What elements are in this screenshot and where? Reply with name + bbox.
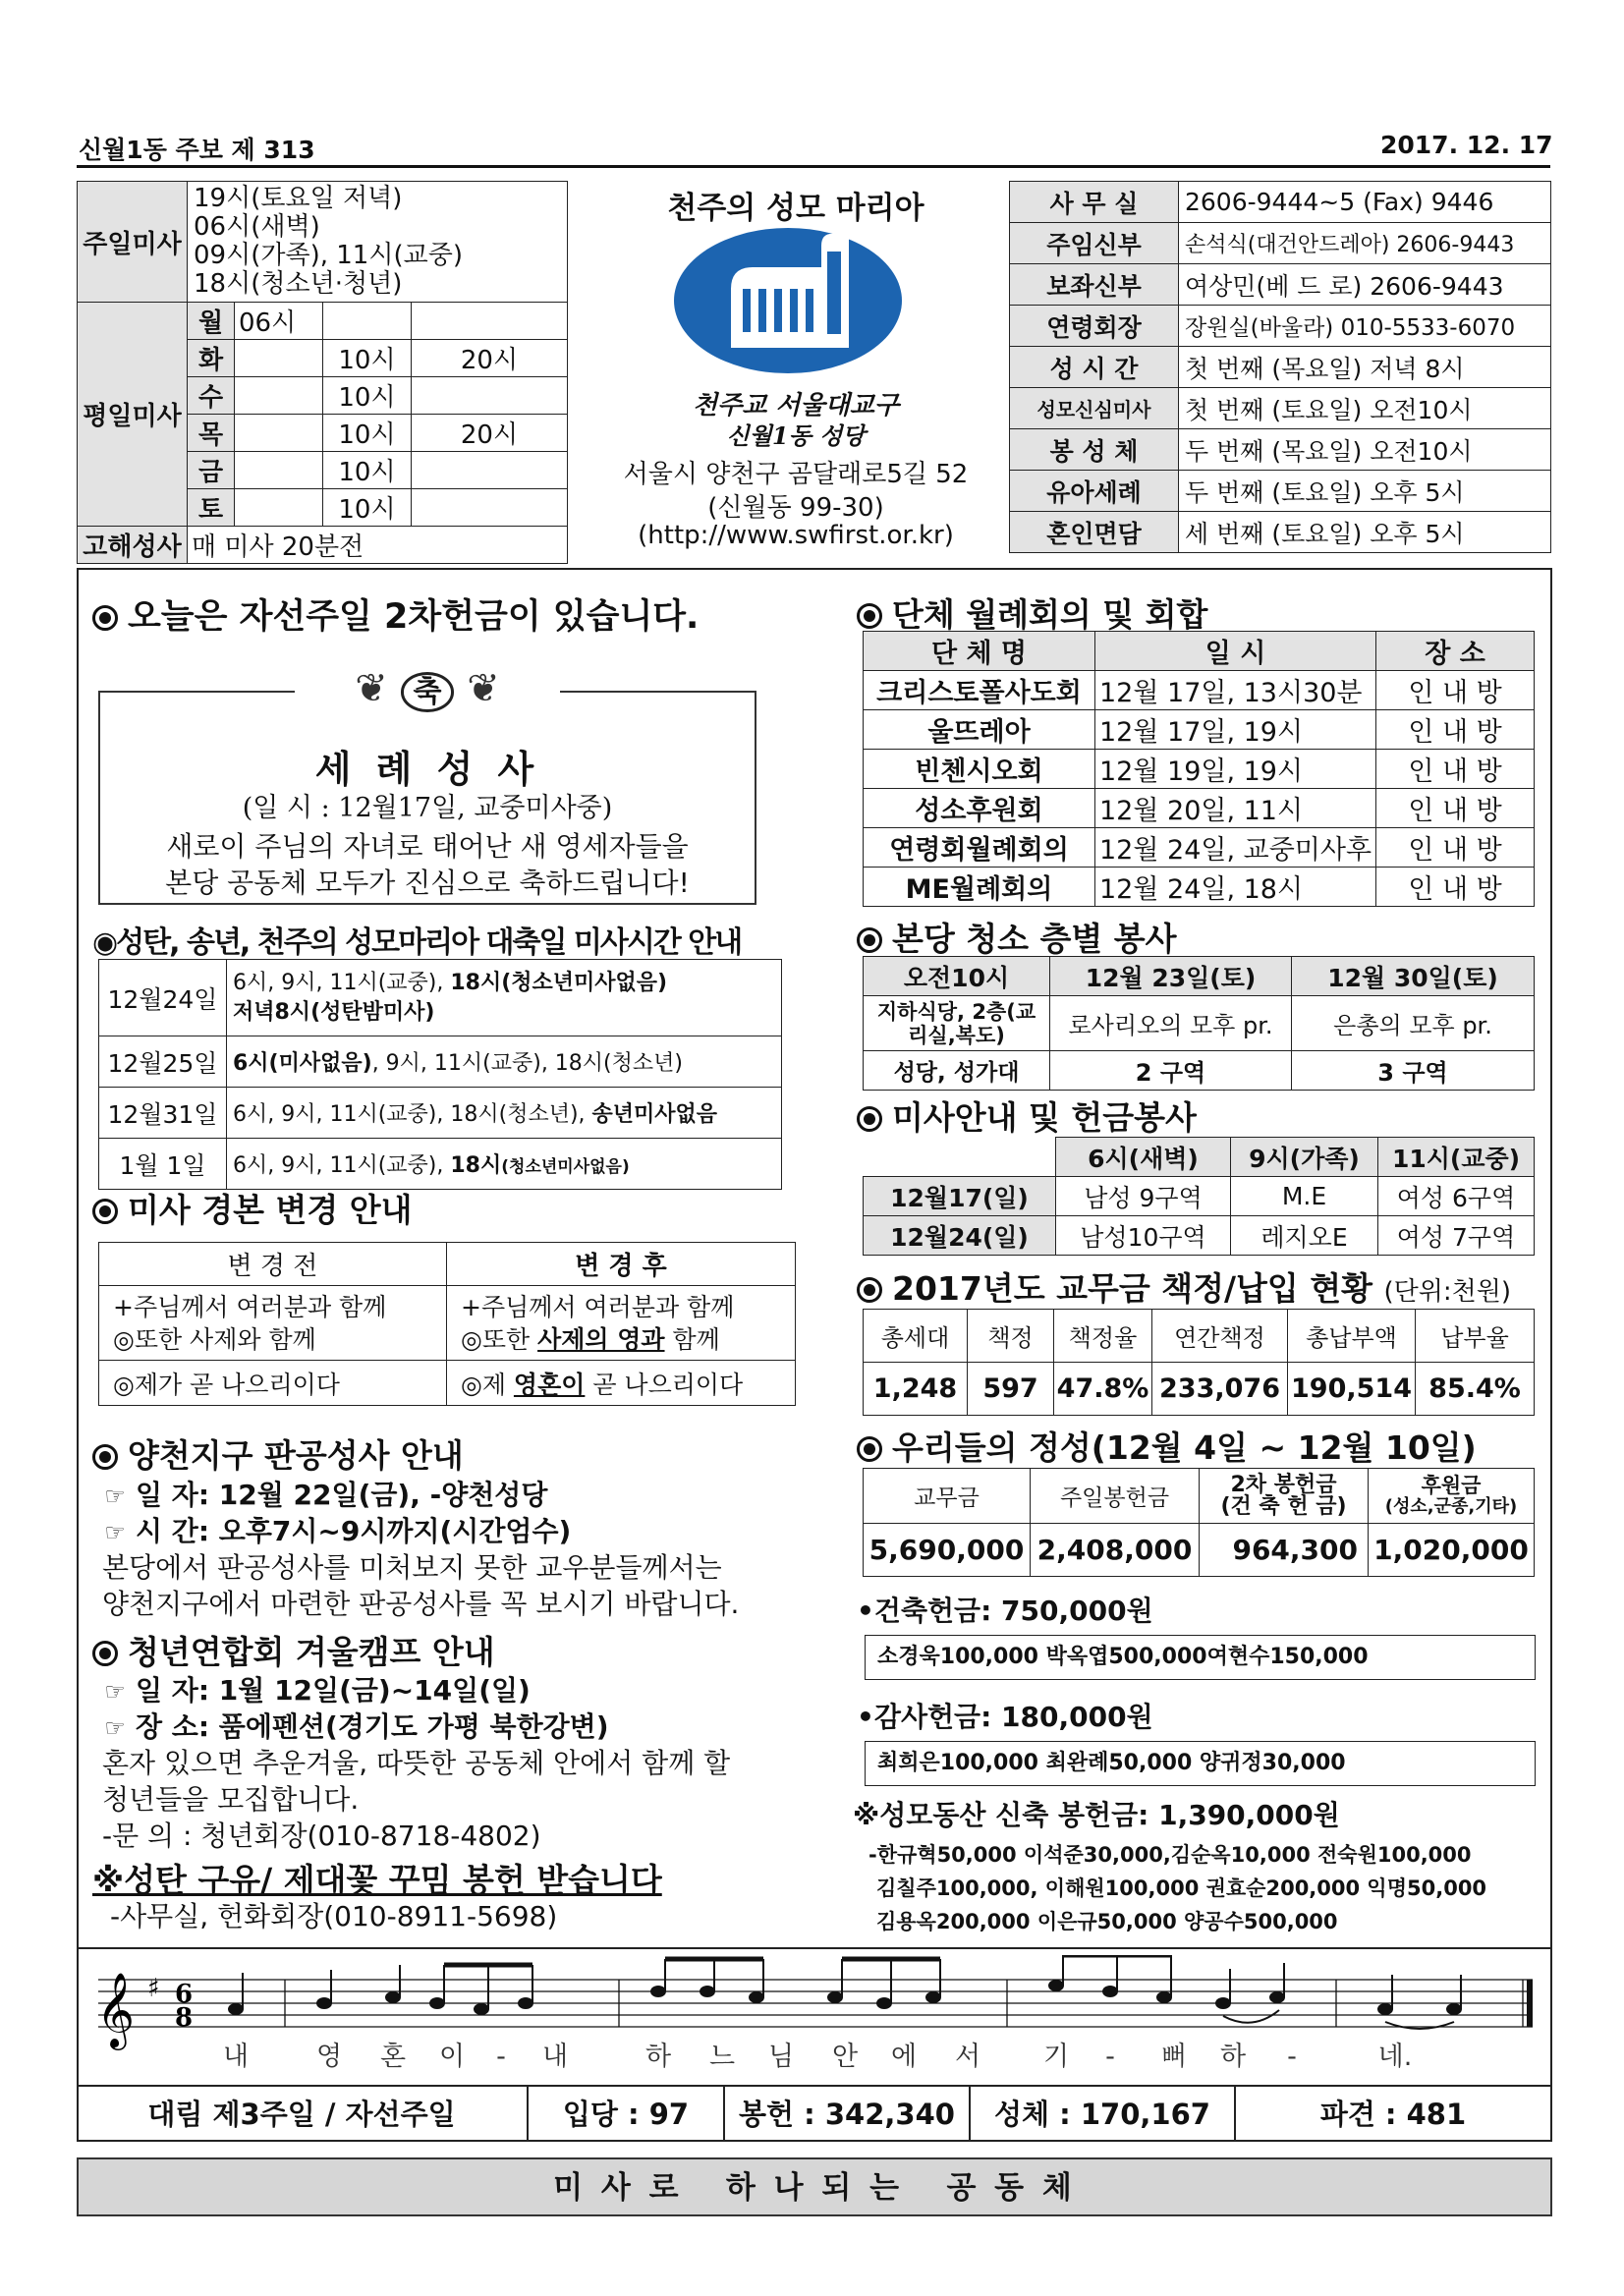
thanks-offering-names: 최희은100,000 최완례50,000 양귀정30,000 bbox=[865, 1741, 1536, 1786]
baptism-title: 세 례 성 사 bbox=[314, 747, 540, 791]
meetings-table: 단 체 명 일 시 장 소 크리스토폴사도회 12월 17일, 13시30분 인 내 방 울뜨레아 12월 17일, 19시 인 내 방 빈첸시오회 12월 19일, 19시 인 내 방 성소후원회 12월 20일, 11시 인 내 방 연령회월례회의 12월 24일, 교중미사후 인 내 방 ME월례회의 12월 24일, 18시 인 내 방 bbox=[863, 631, 1535, 907]
dues-table: 총세대 책정 책정율 연간책정 총납부액 납부율 1,248 597 47.8% 233,076 190,514 85.4% bbox=[863, 1309, 1535, 1416]
svg-text:영: 영 bbox=[315, 2042, 343, 2072]
camp-title: 청년연합회 겨울캠프 안내 bbox=[92, 1627, 495, 1673]
building-fund-title: •건축헌금: 750,000원 bbox=[857, 1595, 1153, 1627]
week-label: 대림 제3주일 / 자선주일 bbox=[77, 2087, 529, 2142]
camp-text-1: 혼자 있으면 추운겨울, 따뜻한 공동체 안에서 함께 할 bbox=[102, 1747, 731, 1779]
statue-fund-title: ※성모동산 신축 봉헌금: 1,390,000원 bbox=[853, 1799, 1340, 1831]
svg-text:님: 님 bbox=[767, 2042, 795, 2072]
cleaning-title: 본당 청소 층별 봉사 bbox=[857, 914, 1177, 960]
dismissal-count: 파견 : 481 bbox=[1319, 2098, 1467, 2131]
logo-text-1: 천주교 서울대교구 bbox=[693, 391, 899, 420]
camp-place: ☞ 장 소: 품에펜션(경기도 가평 북한강변) bbox=[104, 1710, 609, 1743]
svg-text:하: 하 bbox=[644, 2042, 672, 2072]
svg-text:이: 이 bbox=[438, 2042, 466, 2072]
decor-title: ※성탄 구유/ 제대꽃 꾸밈 봉헌 받습니다 bbox=[92, 1861, 662, 1899]
penance-date: ☞ 일 자: 12월 22일(금), -양천성당 bbox=[104, 1479, 548, 1511]
svg-text:하: 하 bbox=[1219, 2042, 1247, 2072]
confession-label: 고해성사 bbox=[78, 527, 188, 564]
camp-text-2: 청년들을 모집합니다. bbox=[102, 1783, 360, 1816]
svg-text:에: 에 bbox=[890, 2042, 918, 2072]
building-fund-names: 소경욱100,000 박옥엽500,000여현수150,000 bbox=[865, 1635, 1536, 1680]
weekday-mass-label: 평일미사 bbox=[78, 303, 188, 527]
parish-title: 천주의 성모 마리아 bbox=[667, 191, 924, 226]
svg-text:-: - bbox=[1287, 2042, 1297, 2072]
parish-logo bbox=[674, 228, 902, 373]
footer-motto: 미 사 로 하 나 되 는 공 동 체 bbox=[77, 2157, 1552, 2216]
christmas-table: 12월24일 6시, 9시, 11시(교중), 18시(청소년미사없음) 저녁8시(성탄밤미사) 12월25일 6시(미사없음), 9시, 11시(교중), 18시(청소년) 12월31일 6시, 9시, 11시(교중), 18시(청소년), 송년미사없음 1월 1일 6시, 9시, 11시(교중), 18시(청소년미사없음) bbox=[98, 959, 782, 1190]
offering-count: 봉헌 : 342,340 bbox=[725, 2087, 971, 2142]
entry-count: 입당 : 97 bbox=[529, 2087, 725, 2142]
baptism-badge: ❦ 축 ❦ bbox=[295, 666, 560, 725]
svg-text:♯: ♯ bbox=[147, 1974, 160, 2003]
svg-text:8: 8 bbox=[175, 2003, 194, 2033]
thanks-offering-title: •감사헌금: 180,000원 bbox=[857, 1701, 1153, 1733]
confession-value: 매 미사 20분전 bbox=[188, 527, 568, 564]
header-rule bbox=[77, 165, 1550, 168]
christmas-title: ◉성탄, 송년, 천주의 성모마리아 대축일 미사시간 안내 bbox=[92, 925, 742, 960]
donations-table: 교무금 주일봉헌금 2차 봉헌금 (건 축 헌 금) 후원금 (성소,군종,기타) 5,690,000 2,408,000 964,300 1,020,000 bbox=[863, 1468, 1535, 1577]
penance-time: ☞ 시 간: 오후7시~9시까지(시간엄수) bbox=[104, 1515, 572, 1547]
svg-text:안: 안 bbox=[831, 2042, 859, 2072]
svg-text:느: 느 bbox=[708, 2042, 736, 2072]
parish-url[interactable]: (http://www.swfirst.or.kr) bbox=[638, 521, 954, 550]
penance-text-2: 양천지구에서 마련한 판공성사를 꼭 보시기 바랍니다. bbox=[102, 1588, 740, 1620]
statue-names-2: 김칠주100,000, 이해원100,000 권효순200,000 익명50,000 bbox=[876, 1876, 1487, 1900]
parish-address: 서울시 양천구 곰달래로5길 52 bbox=[623, 460, 969, 489]
decor-contact: -사무실, 헌화회장(010-8911-5698) bbox=[110, 1900, 558, 1932]
meetings-title: 단체 월례회의 및 회합 bbox=[857, 589, 1207, 636]
liturgy-title: 미사 경본 변경 안내 bbox=[92, 1185, 413, 1231]
sunday-mass-times: 19시(토요일 저녁) 06시(새벽) 09시(가족), 11시(교중) 18시(청소년·청년) bbox=[188, 182, 568, 303]
parish-address-2: (신월동 99-30) bbox=[707, 493, 884, 523]
mass-schedule-table: 주일미사 19시(토요일 저녁) 06시(새벽) 09시(가족), 11시(교중) 18시(청소년·청년) 평일미사 월 06시 화 10시 20시 수 10시 목 10시 20시 금 10시 토 10시 고해성사 매 미사 20분전 bbox=[77, 181, 568, 564]
bullet-icon bbox=[92, 605, 118, 631]
liturgy-table: 변 경 전 변 경 후 +주님께서 여러분과 함께 ◎또한 사제와 함께 +주님께서 여러분과 함께 ◎또한 사제의 영과 함께 ◎제가 곧 나으리이다 ◎제 영혼이 곧 나으리이다 bbox=[98, 1242, 796, 1406]
svg-text:-: - bbox=[496, 2042, 506, 2072]
svg-text:-: - bbox=[1105, 2042, 1115, 2072]
baptism-date: (일 시 : 12월17일, 교중미사중) bbox=[242, 793, 613, 823]
offering-service-title: 미사안내 및 헌금봉사 bbox=[857, 1092, 1197, 1139]
camp-date: ☞ 일 자: 1월 12일(금)~14일(일) bbox=[104, 1674, 531, 1707]
bulletin-issue: 신월1동 주보 제 313 bbox=[79, 136, 315, 164]
donations-title: 우리들의 정성(12월 4일 ~ 12월 10일) bbox=[857, 1423, 1477, 1469]
dues-title: 2017년도 교무금 책정/납입 현황 (단위:천원) bbox=[857, 1263, 1511, 1310]
svg-text:기: 기 bbox=[1042, 2042, 1070, 2072]
svg-text:네.: 네. bbox=[1377, 2042, 1413, 2072]
svg-text:내: 내 bbox=[222, 2042, 250, 2072]
offering-service-table: 6시(새벽) 9시(가족) 11시(교중) 12월17(일) 남성 9구역 M.E 여성 6구역 12월24(일) 남성10구역 레지오E 여성 7구역 bbox=[863, 1137, 1535, 1256]
cleaning-table: 오전10시 12월 23일(토) 12월 30일(토) 지하식당, 2층(교리실,복도) 로사리오의 모후 pr. 은총의 모후 pr. 성당, 성가대 2 구역 3 구역 bbox=[863, 956, 1535, 1091]
contacts-table: 사 무 실 2606-9444~5 (Fax) 9446 주임신부 손석식(대건안드레아) 2606-9443 보좌신부 여상민(베 드 로) 2606-9443 연령회장 장원실(바울라) 010-5533-6070 성 시 간 첫 번째 (목요일) 저녁 8시 성모신심미사 첫 번째 (토요일) 오전10시 봉 성 체 두 번째 (목요일) 오전10시 유아세례 두 번째 (토요일) 오후 5시 혼인면담 세 번째 (토요일) 오후 5시 bbox=[1009, 181, 1551, 553]
stats-bar bbox=[77, 2085, 1552, 2142]
logo-text-2: 신월1동 성당 bbox=[726, 421, 866, 450]
svg-text:6: 6 bbox=[175, 1980, 194, 2009]
statue-names-1: -한규혁50,000 이석준30,000,김순옥10,000 전숙원100,000 bbox=[868, 1843, 1472, 1867]
penance-text-1: 본당에서 판공성사를 미처보지 못한 교우분들께서는 bbox=[102, 1551, 722, 1584]
svg-text:서: 서 bbox=[954, 2042, 981, 2072]
penance-title: 양천지구 판공성사 안내 bbox=[92, 1430, 464, 1477]
svg-text:내: 내 bbox=[541, 2042, 569, 2072]
treble-clef-icon: 𝄞 bbox=[96, 1972, 136, 2047]
baptism-line-1: 새로이 주님의 자녀로 태어난 새 영세자들을 bbox=[166, 830, 689, 863]
sunday-mass-label: 주일미사 bbox=[78, 182, 188, 303]
charity-notice: 오늘은 자선주일 2차헌금이 있습니다. bbox=[92, 589, 699, 639]
statue-names-3: 김용옥200,000 이은규50,000 양공수500,000 bbox=[876, 1910, 1338, 1933]
bulletin-date: 2017. 12. 17 bbox=[1380, 131, 1553, 159]
organ-logo-icon bbox=[674, 228, 902, 373]
svg-text:혼: 혼 bbox=[379, 2042, 407, 2072]
camp-contact: -문 의 : 청년회장(010-8718-4802) bbox=[102, 1820, 541, 1852]
music-staff bbox=[79, 1955, 1550, 2073]
svg-text:뻐: 뻐 bbox=[1160, 2042, 1188, 2072]
communion-count: 성체 : 170,167 bbox=[971, 2087, 1236, 2142]
baptism-line-2: 본당 공동체 모두가 진심으로 축하드립니다! bbox=[165, 867, 690, 899]
